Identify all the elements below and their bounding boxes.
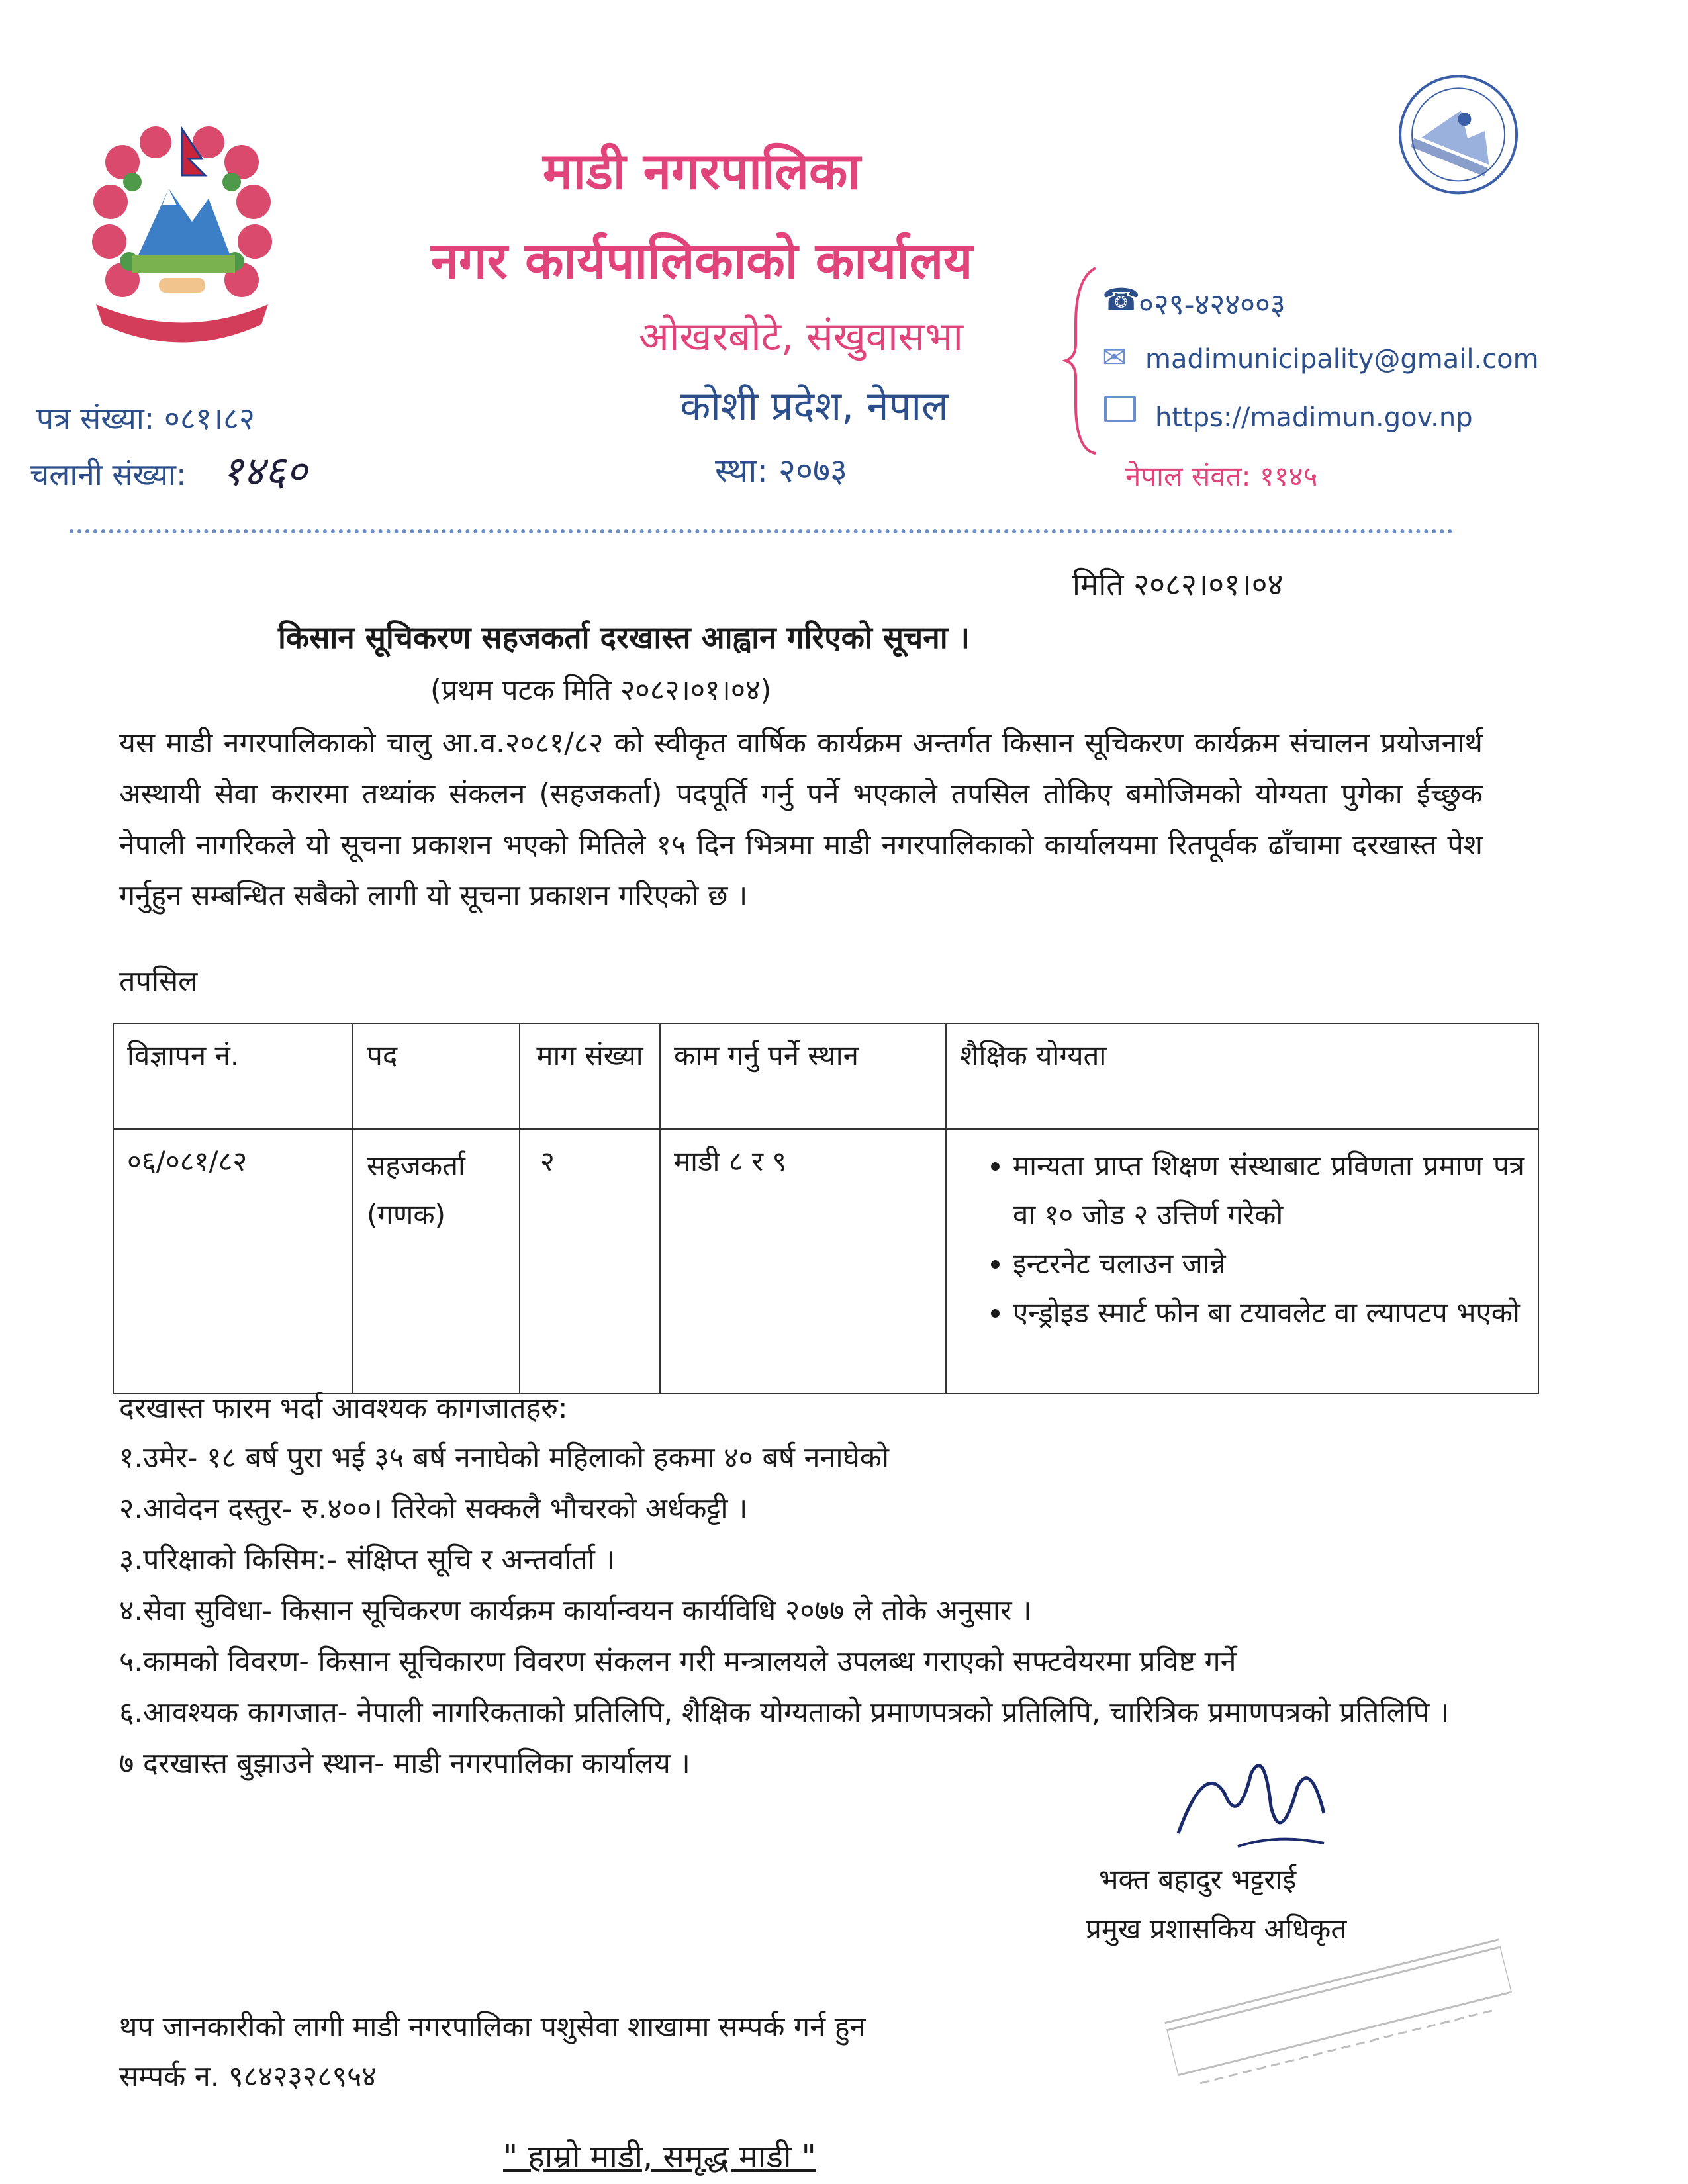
requirement-item: ४.सेवा सुविधा- किसान सूचिकरण कार्यक्रम कार्यान्वयन कार्यविधि २०७७ ले तोके अनुसार । [119, 1594, 1032, 1627]
footer-info: थप जानकारीको लागी माडी नगरपालिका पशुसेवा शाखामा सम्पर्क गर्न हुन [119, 2011, 866, 2044]
cell-ad-no: ०६/०८१/८२ [113, 1129, 353, 1394]
header-qualification: शैक्षिक योग्यता [946, 1023, 1538, 1129]
cell-post: सहजकर्ता (गणक) [353, 1129, 520, 1394]
header-demand: माग संख्या [520, 1023, 660, 1129]
patra-sankhya: पत्र संख्या: ०८१।८२ [36, 400, 255, 436]
header-post: पद [353, 1023, 520, 1129]
table-header-row [113, 1023, 1538, 1129]
website-url: https://madimun.gov.np [1155, 402, 1473, 433]
cell-location: माडी ८ र ९ [660, 1129, 946, 1394]
header-ad-no: विज्ञापन नं. [113, 1023, 353, 1129]
office-seal-stamp [1255, 26, 1605, 383]
notice-title: किसान सूचिकरण सहजकर्ता दरखास्त आह्वान गरिएको सूचना । [278, 619, 970, 655]
qualification-item: • एन्ड्रोइड स्मार्ट फोन बा टयावलेट वा ल्यापटप भएको [1013, 1289, 1524, 1338]
requirement-item: २.आवेदन दस्तुर- रु.४००। तिरेको सक्कलै भौचरको अर्धकट्टी । [119, 1492, 748, 1525]
signatory-designation: प्रमुख प्रशासकिय अधिकृत [1086, 1913, 1347, 1945]
footer-slogan: " हाम्रो माडी, समृद्ध माडी " [503, 2138, 816, 2175]
phone-number: ०२९-४२४००३ [1139, 288, 1286, 322]
cell-qualifications [946, 1129, 1538, 1394]
header-divider [70, 529, 1453, 533]
qualification-item: • मान्यता प्राप्त शिक्षण संस्थाबाट प्रविणता प्रमाण पत्र वा १० जोड २ उत्तिर्ण गरेको [1013, 1142, 1524, 1240]
requirements-heading: दरखास्त फारम भर्दा आवश्यक कागजातहरु: [119, 1392, 568, 1425]
notice-paragraph: यस माडी नगरपालिकाको चालु आ.व.२०८१/८२ को स्वीकृत वार्षिक कार्यक्रम अन्तर्गत किसान सूचिकरण कार्यक्रम संचालन प्रयोजनार्थ अस्थायी सेवा करारमा तथ्यांक संकलन (सहजकर्ता) पदपूर्ति गर्नु पर्ने भएकाले तपसिल तोकिए बमोजिमको योग्यता पुगेका ईच्छुक नेपाली नागरिकले यो सूचना प्रकाशन भएको मितिले १५ दिन भित्रमा माडी नगरपालिकाको कार्यालयमा रितपूर्वक ढाँचामा दरखास्त पेश गर्नुहुन सम्बन्धित सबैको लागी यो सूचना प्रकाशन गरिएको छ । [119, 727, 1483, 913]
header-location: काम गर्नु पर्ने स्थान [660, 1023, 946, 1129]
office-name: नगर कार्यपालिकाको कार्यालय [430, 231, 973, 290]
phone-icon: ☎ [1102, 281, 1141, 317]
cell-demand: २ [520, 1129, 660, 1394]
municipality-name: माडी नगरपालिका [542, 142, 861, 201]
requirement-item: १.उमेर- १८ बर्ष पुरा भई ३५ बर्ष ननाघेको महिलाको हकमा ४० बर्ष ननाघेको [119, 1441, 890, 1475]
table-row [113, 1129, 1538, 1394]
established-year: स्था: २०७३ [714, 451, 848, 490]
vacancy-table [113, 1023, 1539, 1394]
notice-date: मिति २०८२।०१।०४ [1072, 567, 1284, 602]
requirement-item: ५.कामको विवरण- किसान सूचिकारण विवरण संकलन गरी मन्त्रालयले उपलब्ध गराएको सफ्टवेयरमा प्रविष्ट गर्ने [119, 1645, 1237, 1678]
nepal-samvat: नेपाल संवत: ११४५ [1125, 460, 1318, 492]
tapasil-label: तपसिल [119, 965, 198, 998]
notice-subtitle: (प्रथम पटक मिति २०८२।०१।०४) [430, 674, 772, 707]
requirement-item: ७ दरखास्त बुझाउने स्थान- माडी नगरपालिका कार्यालय । [119, 1747, 690, 1780]
footer-contact: सम्पर्क न. ९८४२३२८९५४ [119, 2060, 377, 2093]
qualification-item: • इन्टरनेट चलाउन जान्ने [1013, 1240, 1524, 1289]
address-line1: ओखरबोटे, संखुवासभा [638, 314, 963, 360]
requirement-item: ३.परिक्षाको किसिम:- संक्षिप्त सूचि र अन्तर्वार्ता । [119, 1543, 615, 1576]
requirement-item: ६.आवश्यक कागजात- नेपाली नागरिकताको प्रतिलिपि, शैक्षिक योग्यताको प्रमाणपत्रको प्रतिलिपि, चारित्रिक प्रमाणपत्रको प्रतिलिपि । [119, 1696, 1450, 1729]
chalani-label: चलानी संख्या: [30, 457, 187, 492]
website-icon [1104, 396, 1136, 422]
nepal-emblem [83, 116, 281, 354]
address-line2: कोशी प्रदेश, नेपाल [680, 383, 949, 430]
signatory-name: भक्त बहादुर भट्टराई [1099, 1863, 1297, 1895]
email-address: madimunicipality@gmail.com [1145, 344, 1539, 375]
contact-brace [1062, 265, 1102, 457]
handwritten-signature [1165, 1734, 1337, 1866]
email-icon: ✉ [1102, 341, 1127, 375]
signatory-stamp [1164, 1938, 1523, 2120]
chalani-number: १४६० [222, 447, 307, 495]
